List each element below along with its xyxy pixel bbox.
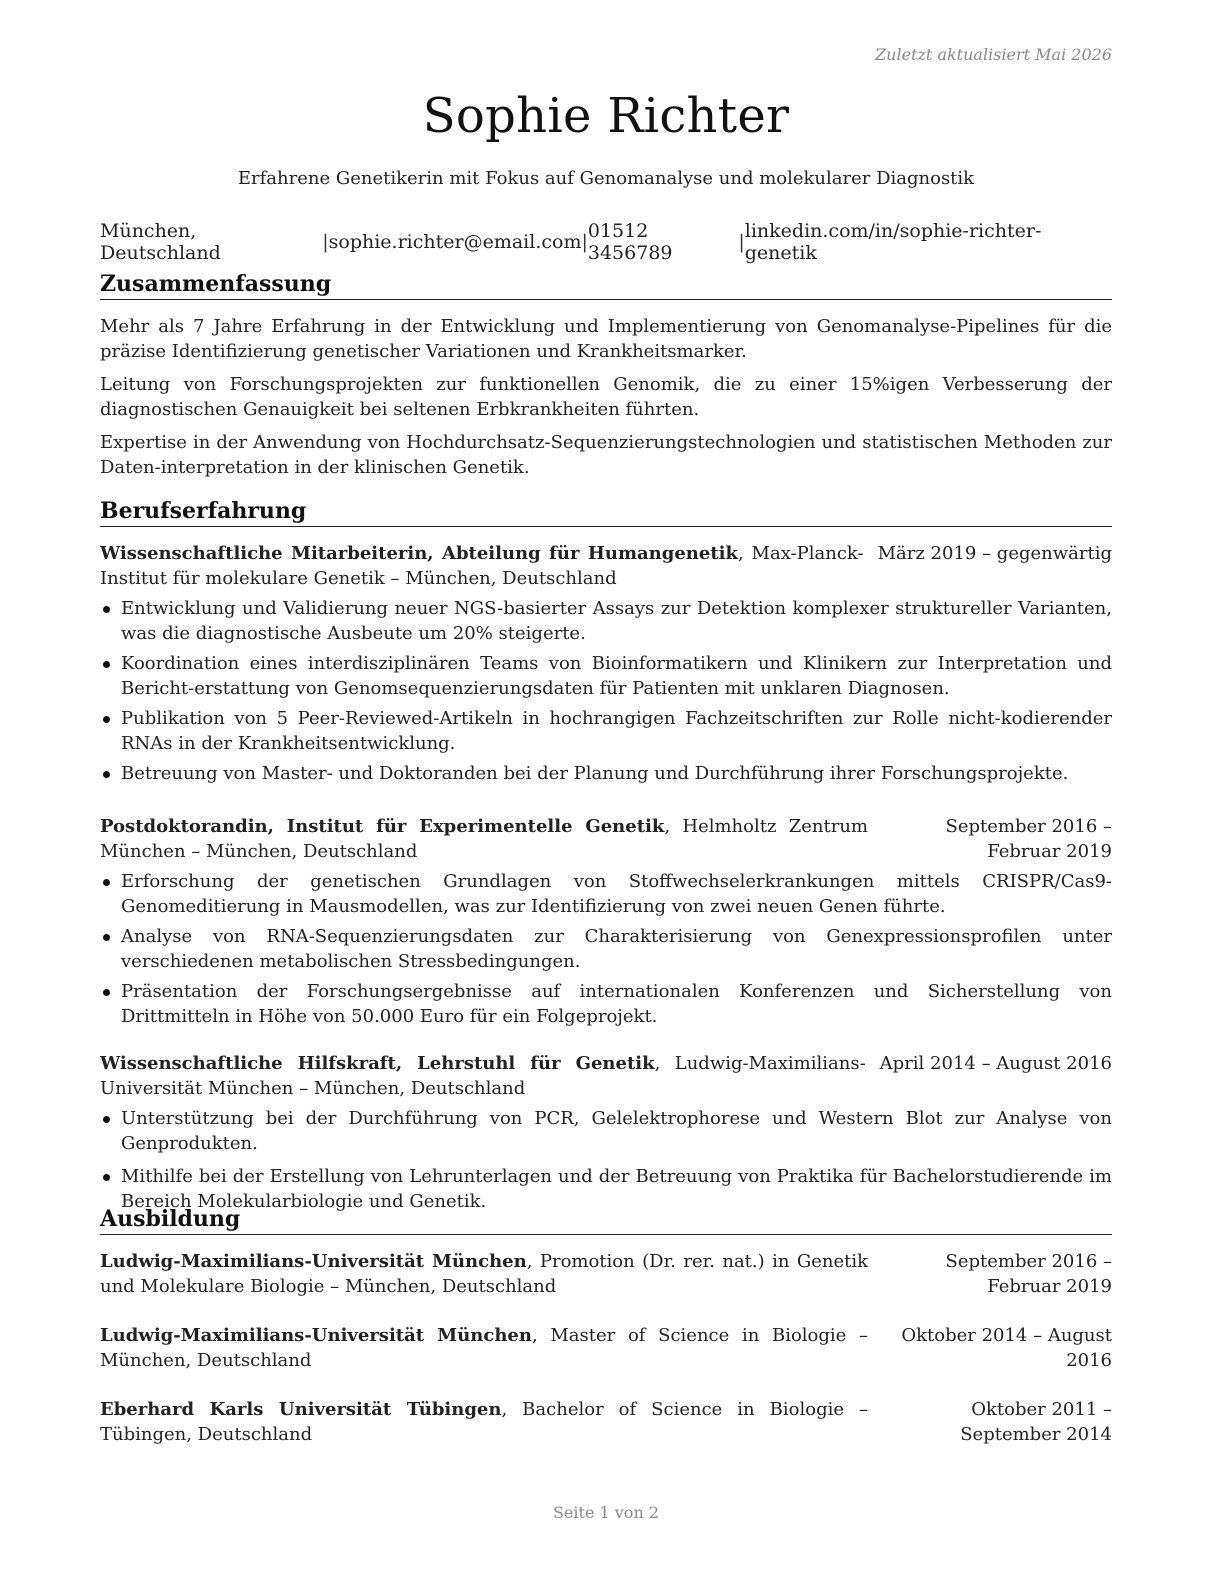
experience-heading: Berufserfahrung: [100, 497, 1112, 527]
job-role: Wissenschaftliche Mitarbeiterin, Abteilung für Humangenetik: [100, 543, 738, 564]
summary-heading: Zusammenfassung: [100, 270, 1112, 300]
job-header: [100, 814, 1112, 864]
education-school: Ludwig-Maximilians-Universität München: [100, 1325, 532, 1346]
education-entry: [100, 1323, 1112, 1373]
education-entry: [100, 1249, 1112, 1299]
list-item: Präsentation der Forschungsergebnisse auf internationalen Konferenzen und Sicherstellung von Drittmitteln in Höhe von 50.000 Euro für ein Folgeprojekt.: [100, 979, 1112, 1029]
contact-phone[interactable]: 01512 3456789: [587, 220, 673, 264]
contact-separator: |: [581, 231, 588, 253]
education-section: [100, 1205, 1112, 1447]
education-header: [100, 1397, 1112, 1447]
list-item: Erforschung der genetischen Grundlagen von Stoffwechselerkrankungen mittels CRISPR/Cas9-Genomeditierung in Mausmodellen, was zur Identifizierung von zwei neuen Genen führte.: [100, 869, 1112, 919]
job-organization: , Helmholtz Zentrum München – München, Deutschland: [100, 816, 868, 862]
contact-line: [100, 220, 1112, 264]
list-item: Mithilfe bei der Erstellung von Lehrunterlagen und der Betreuung von Praktika für Bachelorstudierende im Bereich Molekularbiologie und Genetik.: [100, 1164, 1112, 1214]
experience-section: [100, 497, 1112, 1214]
contact-linkedin[interactable]: linkedin.com/in/sophie-richter-genetik: [744, 220, 1042, 264]
list-item: Unterstützung bei der Durchführung von PCR, Gelelektrophorese und Western Blot zur Analyse von Genprodukten.: [100, 1106, 1112, 1156]
education-date: Oktober 2011 – September 2014: [960, 1399, 1112, 1445]
list-item: Publikation von 5 Peer-Reviewed-Artikeln in hochrangigen Fachzeitschriften zur Rolle nicht-kodierender RNAs in der Krankheitsentwicklung.: [100, 706, 1112, 756]
education-detail: , Bachelor of Science in Biologie – Tübingen, Deutschland: [100, 1399, 868, 1445]
contact-email[interactable]: sophie.richter@email.com: [328, 231, 582, 253]
job-organization: , Max-Planck-Institut für molekulare Genetik – München, Deutschland: [100, 543, 864, 589]
contact-separator: |: [738, 231, 745, 253]
education-date: Oktober 2014 – August 2016: [901, 1325, 1112, 1371]
job-role: Postdoktorandin, Institut für Experimentelle Genetik: [100, 816, 665, 837]
job-entry: [100, 1051, 1112, 1214]
job-header: [100, 541, 1112, 591]
education-school: Eberhard Karls Universität Tübingen: [100, 1399, 502, 1420]
education-header: [100, 1323, 1112, 1373]
summary-paragraph: Leitung von Forschungsprojekten zur funktionellen Genomik, die zu einer 15%igen Verbesserung der diagnostischen Genauigkeit bei seltenen Erbkrankheiten führten.: [100, 374, 1112, 420]
education-school: Ludwig-Maximilians-Universität München: [100, 1251, 527, 1272]
education-detail: , Master of Science in Biologie – München, Deutschland: [100, 1325, 868, 1371]
resume-page: [100, 0, 1112, 1584]
job-header: [100, 1051, 1112, 1101]
education-header: [100, 1249, 1112, 1299]
job-entry: [100, 814, 1112, 1029]
contact-location: München, Deutschland: [100, 220, 221, 264]
education-detail: , Promotion (Dr. rer. nat.) in Genetik und Molekulare Biologie – München, Deutschland: [100, 1251, 868, 1297]
candidate-name: Sophie Richter: [422, 88, 790, 144]
job-date: September 2016 – Februar 2019: [945, 816, 1112, 862]
job-date: April 2014 – August 2016: [879, 1053, 1112, 1074]
tagline: Erfahrene Genetikerin mit Fokus auf Genomanalyse und molekularer Diagnostik: [237, 168, 975, 189]
education-entry: [100, 1397, 1112, 1447]
last-updated: Zuletzt aktualisiert Mai 2026: [875, 45, 1112, 64]
job-organization: , Ludwig-Maximilians-Universität München – München, Deutschland: [100, 1053, 866, 1099]
summary-paragraph: Mehr als 7 Jahre Erfahrung in der Entwicklung und Implementierung von Genomanalyse-Pipelines für die präzise Identifizierung genetischer Variationen und Krankheitsmarker.: [100, 316, 1112, 362]
education-heading: Ausbildung: [100, 1205, 1112, 1235]
list-item: Koordination eines interdisziplinären Teams von Bioinformatikern und Klinikern zur Interpretation und Bericht-erstattung von Genomsequenzierungsdaten für Patienten mit unklaren Diagnosen.: [100, 651, 1112, 701]
job-bullets: [100, 1106, 1112, 1214]
summary-paragraph: Expertise in der Anwendung von Hochdurchsatz-Sequenzierungstechnologien und statistischen Methoden zur Daten-interpretation in der klinischen Genetik.: [100, 432, 1112, 478]
list-item: Betreuung von Master- und Doktoranden bei der Planung und Durchführung ihrer Forschungsprojekte.: [100, 761, 1112, 786]
job-entry: [100, 541, 1112, 786]
contact-separator: |: [322, 231, 329, 253]
job-bullets: [100, 596, 1112, 786]
list-item: Analyse von RNA-Sequenzierungsdaten zur Charakterisierung von Genexpressionsprofilen unter verschiedenen metabolischen Stressbedingungen.: [100, 924, 1112, 974]
job-bullets: [100, 869, 1112, 1029]
education-date: September 2016 – Februar 2019: [945, 1251, 1112, 1297]
job-role: Wissenschaftliche Hilfskraft, Lehrstuhl für Genetik: [100, 1053, 655, 1074]
job-date: März 2019 – gegenwärtig: [877, 543, 1112, 564]
list-item: Entwicklung und Validierung neuer NGS-basierter Assays zur Detektion komplexer struktureller Varianten, was die diagnostische Ausbeute um 20% steigerte.: [100, 596, 1112, 646]
summary-section: [100, 270, 1112, 480]
page-number: Seite 1 von 2: [552, 1503, 660, 1522]
